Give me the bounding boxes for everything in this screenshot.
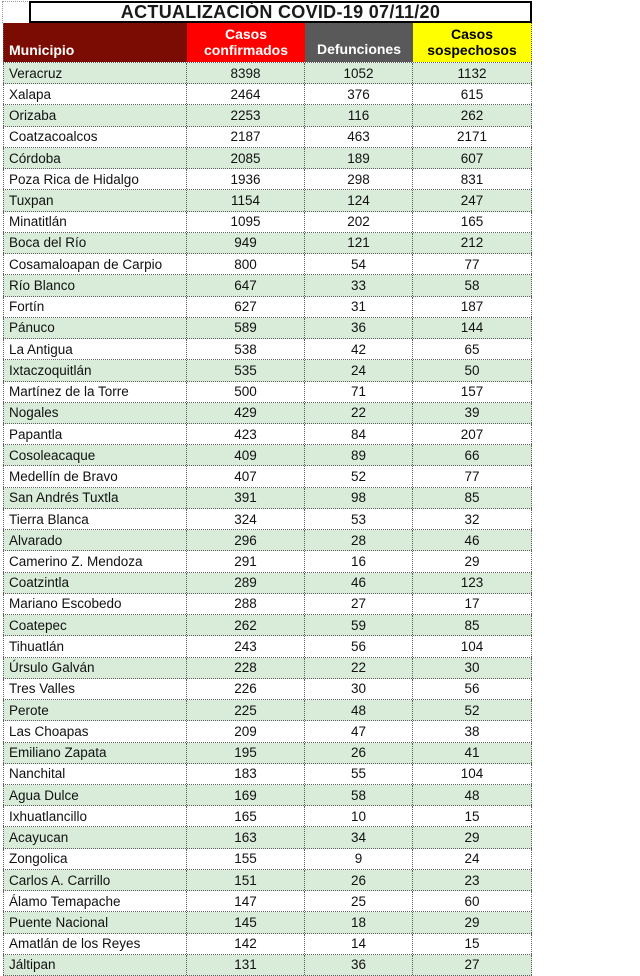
defunciones-cell: 298	[305, 169, 413, 189]
municipio-cell: Tuxpan	[3, 190, 187, 210]
defunciones-cell: 46	[305, 573, 413, 593]
sospechosos-cell: 187	[413, 297, 532, 317]
municipio-cell: Nanchital	[3, 764, 187, 784]
table-row	[3, 424, 532, 445]
municipio-cell: Úrsulo Galván	[3, 658, 187, 678]
sospechosos-cell: 29	[413, 912, 532, 932]
municipio-cell: La Antigua	[3, 339, 187, 359]
confirmados-cell: 289	[187, 573, 305, 593]
defunciones-cell: 376	[305, 84, 413, 104]
sospechosos-cell: 85	[413, 488, 532, 508]
municipio-cell: Orizaba	[3, 105, 187, 125]
municipio-cell: Boca del Río	[3, 233, 187, 253]
sospechosos-cell: 29	[413, 827, 532, 847]
table-row	[3, 105, 532, 126]
confirmados-cell: 407	[187, 466, 305, 486]
confirmados-cell: 538	[187, 339, 305, 359]
sospechosos-cell: 157	[413, 382, 532, 402]
defunciones-cell: 463	[305, 127, 413, 147]
column-header-defunciones: Defunciones	[305, 23, 413, 62]
sospechosos-cell: 60	[413, 891, 532, 911]
defunciones-cell: 48	[305, 700, 413, 720]
table-row	[3, 934, 532, 955]
confirmados-cell: 1095	[187, 212, 305, 232]
page-title: ACTUALIZACIÓN COVID-19 07/11/20	[29, 1, 532, 23]
municipio-cell: Coatzacoalcos	[3, 127, 187, 147]
sospechosos-cell: 30	[413, 658, 532, 678]
table-row	[3, 445, 532, 466]
confirmados-cell: 535	[187, 360, 305, 380]
defunciones-cell: 10	[305, 806, 413, 826]
sospechosos-cell: 48	[413, 785, 532, 805]
table-row	[3, 721, 532, 742]
defunciones-cell: 121	[305, 233, 413, 253]
confirmados-cell: 423	[187, 424, 305, 444]
sospechosos-cell: 1132	[413, 63, 532, 83]
confirmados-cell: 324	[187, 509, 305, 529]
table-row	[3, 466, 532, 487]
municipio-cell: Las Choapas	[3, 721, 187, 741]
table-row	[3, 297, 532, 318]
defunciones-cell: 84	[305, 424, 413, 444]
table-row	[3, 169, 532, 190]
defunciones-cell: 34	[305, 827, 413, 847]
confirmados-cell: 288	[187, 594, 305, 614]
municipio-cell: Nogales	[3, 403, 187, 423]
defunciones-cell: 16	[305, 551, 413, 571]
table-row	[3, 764, 532, 785]
municipio-cell: Agua Dulce	[3, 785, 187, 805]
defunciones-cell: 54	[305, 254, 413, 274]
confirmados-cell: 195	[187, 743, 305, 763]
table-row	[3, 700, 532, 721]
municipio-cell: Camerino Z. Mendoza	[3, 551, 187, 571]
defunciones-cell: 24	[305, 360, 413, 380]
confirmados-cell: 627	[187, 297, 305, 317]
confirmados-cell: 8398	[187, 63, 305, 83]
table-row	[3, 827, 532, 848]
confirmados-cell: 262	[187, 615, 305, 635]
municipio-cell: Ixhuatlancillo	[3, 806, 187, 826]
table-row	[3, 190, 532, 211]
defunciones-cell: 71	[305, 382, 413, 402]
municipio-cell: Tres Valles	[3, 679, 187, 699]
confirmados-cell: 2187	[187, 127, 305, 147]
table-row	[3, 403, 532, 424]
sospechosos-cell: 39	[413, 403, 532, 423]
confirmados-cell: 2253	[187, 105, 305, 125]
defunciones-cell: 36	[305, 955, 413, 975]
defunciones-cell: 27	[305, 594, 413, 614]
municipio-cell: Puente Nacional	[3, 912, 187, 932]
table-row	[3, 785, 532, 806]
sospechosos-cell: 247	[413, 190, 532, 210]
municipio-cell: Acayucan	[3, 827, 187, 847]
defunciones-cell: 58	[305, 785, 413, 805]
municipio-cell: Río Blanco	[3, 275, 187, 295]
table-row	[3, 233, 532, 254]
sospechosos-cell: 123	[413, 573, 532, 593]
sospechosos-cell: 65	[413, 339, 532, 359]
confirmados-cell: 296	[187, 530, 305, 550]
municipio-cell: Mariano Escobedo	[3, 594, 187, 614]
column-header-casos-confirmados: Casos confirmados	[187, 23, 305, 62]
municipio-cell: Pánuco	[3, 318, 187, 338]
table-row	[3, 339, 532, 360]
sospechosos-cell: 24	[413, 849, 532, 869]
municipio-cell: Tihuatlán	[3, 636, 187, 656]
defunciones-cell: 202	[305, 212, 413, 232]
confirmados-cell: 500	[187, 382, 305, 402]
defunciones-cell: 18	[305, 912, 413, 932]
municipio-cell: Emiliano Zapata	[3, 743, 187, 763]
confirmados-cell: 2464	[187, 84, 305, 104]
table-row	[3, 615, 532, 636]
municipio-cell: Ixtaczoquitlán	[3, 360, 187, 380]
confirmados-cell: 2085	[187, 148, 305, 168]
confirmados-cell: 647	[187, 275, 305, 295]
municipio-cell: Zongolica	[3, 849, 187, 869]
municipio-cell: Coatepec	[3, 615, 187, 635]
municipio-cell: Cosamaloapan de Carpio	[3, 254, 187, 274]
defunciones-cell: 28	[305, 530, 413, 550]
municipio-cell: Perote	[3, 700, 187, 720]
sospechosos-cell: 104	[413, 764, 532, 784]
sospechosos-cell: 46	[413, 530, 532, 550]
defunciones-cell: 26	[305, 870, 413, 890]
defunciones-cell: 31	[305, 297, 413, 317]
municipio-cell: Minatitlán	[3, 212, 187, 232]
table-row	[3, 912, 532, 933]
municipio-cell: Xalapa	[3, 84, 187, 104]
table-row	[3, 551, 532, 572]
confirmados-cell: 131	[187, 955, 305, 975]
table-row	[3, 84, 532, 105]
confirmados-cell: 165	[187, 806, 305, 826]
municipio-cell: Amatlán de los Reyes	[3, 934, 187, 954]
confirmados-cell: 243	[187, 636, 305, 656]
defunciones-cell: 1052	[305, 63, 413, 83]
sospechosos-cell: 66	[413, 445, 532, 465]
defunciones-cell: 33	[305, 275, 413, 295]
confirmados-cell: 151	[187, 870, 305, 890]
defunciones-cell: 26	[305, 743, 413, 763]
municipio-cell: Córdoba	[3, 148, 187, 168]
confirmados-cell: 209	[187, 721, 305, 741]
sospechosos-cell: 144	[413, 318, 532, 338]
table-row	[3, 955, 532, 976]
confirmados-cell: 225	[187, 700, 305, 720]
municipio-cell: San Andrés Tuxtla	[3, 488, 187, 508]
sospechosos-cell: 29	[413, 551, 532, 571]
sospechosos-cell: 85	[413, 615, 532, 635]
table-row	[3, 63, 532, 84]
table-row	[3, 849, 532, 870]
table-row	[3, 382, 532, 403]
sospechosos-cell: 165	[413, 212, 532, 232]
table-row	[3, 509, 532, 530]
defunciones-cell: 98	[305, 488, 413, 508]
table-row	[3, 488, 532, 509]
municipio-cell: Cosoleacaque	[3, 445, 187, 465]
sospechosos-cell: 41	[413, 743, 532, 763]
table-row	[3, 254, 532, 275]
table-row	[3, 127, 532, 148]
municipio-cell: Carlos A. Carrillo	[3, 870, 187, 890]
table-row	[3, 743, 532, 764]
defunciones-cell: 124	[305, 190, 413, 210]
municipio-cell: Medellín de Bravo	[3, 466, 187, 486]
defunciones-cell: 116	[305, 105, 413, 125]
table-row	[3, 636, 532, 657]
table-header	[3, 23, 532, 62]
defunciones-cell: 56	[305, 636, 413, 656]
table-row	[3, 573, 532, 594]
municipio-cell: Jáltipan	[3, 955, 187, 975]
sospechosos-cell: 212	[413, 233, 532, 253]
confirmados-cell: 291	[187, 551, 305, 571]
grid-corner-notch	[2, 1, 30, 23]
sospechosos-cell: 38	[413, 721, 532, 741]
sospechosos-cell: 15	[413, 934, 532, 954]
sospechosos-cell: 831	[413, 169, 532, 189]
table-row	[3, 891, 532, 912]
sospechosos-cell: 615	[413, 84, 532, 104]
table-row	[3, 212, 532, 233]
municipio-cell: Poza Rica de Hidalgo	[3, 169, 187, 189]
municipio-cell: Alvarado	[3, 530, 187, 550]
municipio-cell: Álamo Temapache	[3, 891, 187, 911]
defunciones-cell: 59	[305, 615, 413, 635]
municipio-cell: Fortín	[3, 297, 187, 317]
column-header-municipio: Municipio	[3, 23, 187, 62]
table-row	[3, 806, 532, 827]
sospechosos-cell: 50	[413, 360, 532, 380]
sospechosos-cell: 77	[413, 254, 532, 274]
sospechosos-cell: 262	[413, 105, 532, 125]
confirmados-cell: 429	[187, 403, 305, 423]
defunciones-cell: 14	[305, 934, 413, 954]
defunciones-cell: 189	[305, 148, 413, 168]
sospechosos-cell: 2171	[413, 127, 532, 147]
sospechosos-cell: 15	[413, 806, 532, 826]
defunciones-cell: 53	[305, 509, 413, 529]
table-row	[3, 318, 532, 339]
municipio-cell: Veracruz	[3, 63, 187, 83]
municipio-cell: Coatzintla	[3, 573, 187, 593]
column-header-casos-sospechosos: Casos sospechosos	[413, 23, 532, 62]
confirmados-cell: 183	[187, 764, 305, 784]
confirmados-cell: 169	[187, 785, 305, 805]
table-body	[3, 62, 532, 976]
confirmados-cell: 163	[187, 827, 305, 847]
defunciones-cell: 25	[305, 891, 413, 911]
confirmados-cell: 391	[187, 488, 305, 508]
sospechosos-cell: 58	[413, 275, 532, 295]
defunciones-cell: 47	[305, 721, 413, 741]
confirmados-cell: 228	[187, 658, 305, 678]
sospechosos-cell: 17	[413, 594, 532, 614]
table-row	[3, 679, 532, 700]
table-row	[3, 870, 532, 891]
defunciones-cell: 89	[305, 445, 413, 465]
table-row	[3, 360, 532, 381]
confirmados-cell: 147	[187, 891, 305, 911]
confirmados-cell: 1936	[187, 169, 305, 189]
table-row	[3, 594, 532, 615]
defunciones-cell: 36	[305, 318, 413, 338]
confirmados-cell: 949	[187, 233, 305, 253]
sospechosos-cell: 23	[413, 870, 532, 890]
confirmados-cell: 155	[187, 849, 305, 869]
sospechosos-cell: 104	[413, 636, 532, 656]
confirmados-cell: 1154	[187, 190, 305, 210]
confirmados-cell: 142	[187, 934, 305, 954]
confirmados-cell: 589	[187, 318, 305, 338]
confirmados-cell: 800	[187, 254, 305, 274]
table-row	[3, 148, 532, 169]
table-row	[3, 530, 532, 551]
sospechosos-cell: 77	[413, 466, 532, 486]
table-row	[3, 275, 532, 296]
table-row	[3, 658, 532, 679]
municipio-cell: Papantla	[3, 424, 187, 444]
confirmados-cell: 145	[187, 912, 305, 932]
sospechosos-cell: 52	[413, 700, 532, 720]
confirmados-cell: 409	[187, 445, 305, 465]
sospechosos-cell: 27	[413, 955, 532, 975]
municipio-cell: Martínez de la Torre	[3, 382, 187, 402]
sospechosos-cell: 56	[413, 679, 532, 699]
defunciones-cell: 52	[305, 466, 413, 486]
defunciones-cell: 9	[305, 849, 413, 869]
confirmados-cell: 226	[187, 679, 305, 699]
defunciones-cell: 22	[305, 403, 413, 423]
sospechosos-cell: 607	[413, 148, 532, 168]
municipio-cell: Tierra Blanca	[3, 509, 187, 529]
defunciones-cell: 22	[305, 658, 413, 678]
sospechosos-cell: 207	[413, 424, 532, 444]
sospechosos-cell: 32	[413, 509, 532, 529]
defunciones-cell: 30	[305, 679, 413, 699]
defunciones-cell: 42	[305, 339, 413, 359]
defunciones-cell: 55	[305, 764, 413, 784]
